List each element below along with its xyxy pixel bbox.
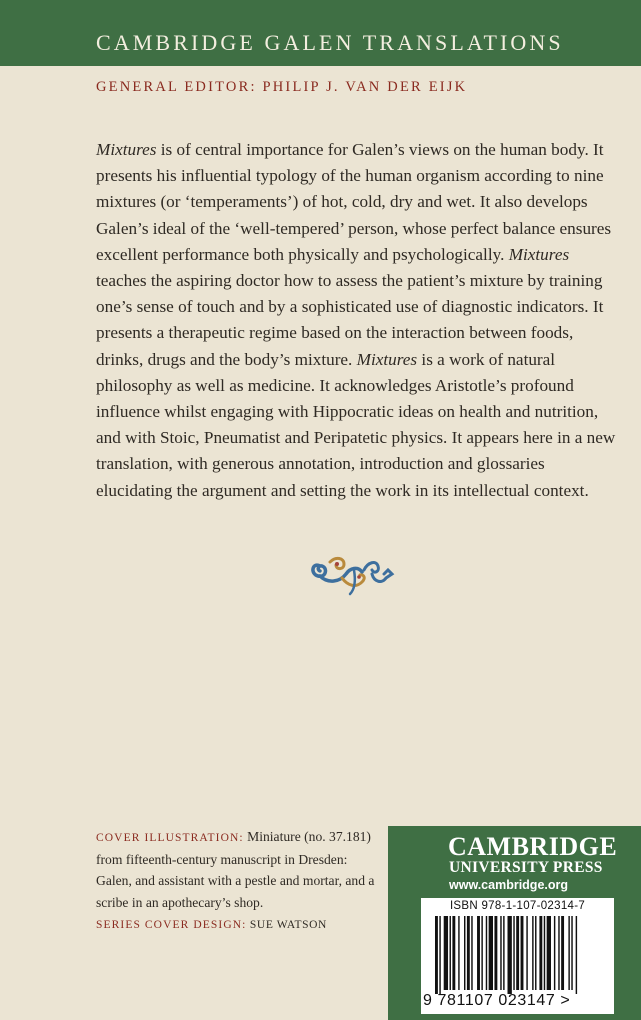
- floral-fleuron-icon: [306, 548, 396, 596]
- series-band: [0, 0, 641, 66]
- publisher-name: CAMBRIDGE: [448, 832, 618, 861]
- description-part-3: is a work of natural philosophy as well as medicine. It acknowledges Aristotle’s profound influence whilst engaging with Hippocratic ideas on health and nutrition, and with Stoic, Pneumatist and Peripatetic physics. It appears here in a new translation, with generous annotation, introduction and glossaries elucidating the argument and setting the work in its intellectual context.: [96, 349, 616, 500]
- book-title-italic: Mixtures: [356, 349, 418, 369]
- description-part-2: teaches the aspiring doctor how to assess the patient’s mixture by training one’s sense of touch and by a sophisticated use of diagnostic indicators. It presents a therapeutic regime based on the interaction between foods, drinks, drugs and the body’s mixture.: [96, 271, 604, 369]
- series-title: CAMBRIDGE GALEN TRANSLATIONS: [96, 30, 564, 55]
- publisher-subname: UNIVERSITY PRESS: [449, 859, 603, 876]
- book-title-italic: Mixtures: [508, 244, 570, 264]
- cover-design-name: SUE WATSON: [246, 919, 327, 931]
- isbn-barcode: [421, 898, 614, 1014]
- cover-illustration-text: Miniature (no. 37.181) from fifteenth-century manuscript in Dresden: Galen, and assistant with a pestle and mortar, and a scribe in an apothecary’s shop.: [96, 829, 375, 910]
- general-editor-line: GENERAL EDITOR: PHILIP J. VAN DER EIJK: [96, 79, 468, 95]
- description-paragraph: [96, 137, 616, 504]
- cover-design-label: SERIES COVER DESIGN:: [96, 919, 247, 931]
- publisher-box: [388, 826, 641, 1020]
- publisher-url: www.cambridge.org: [449, 878, 569, 892]
- isbn-label: ISBN 978-1-107-02314-7: [449, 900, 586, 912]
- cover-illustration-label: COVER ILLUSTRATION:: [96, 832, 244, 844]
- barcode-digits: 9 781107 023147 >: [423, 992, 571, 1009]
- description-part-1: is of central importance for Galen’s views on the human body. It presents his influential typology of the human organism according to nine mixtures (or ‘temperaments’) of hot, cold, dry and wet. It also develops Galen’s ideal of the ‘well-tempered’ person, whose perfect balance ensures excellent performance both physically and psychologically.: [96, 140, 612, 264]
- book-title-italic: Mixtures: [96, 140, 157, 159]
- series-cover-design-credit: [96, 916, 386, 932]
- book-description: [96, 137, 616, 504]
- cover-illustration-credit: [96, 826, 386, 913]
